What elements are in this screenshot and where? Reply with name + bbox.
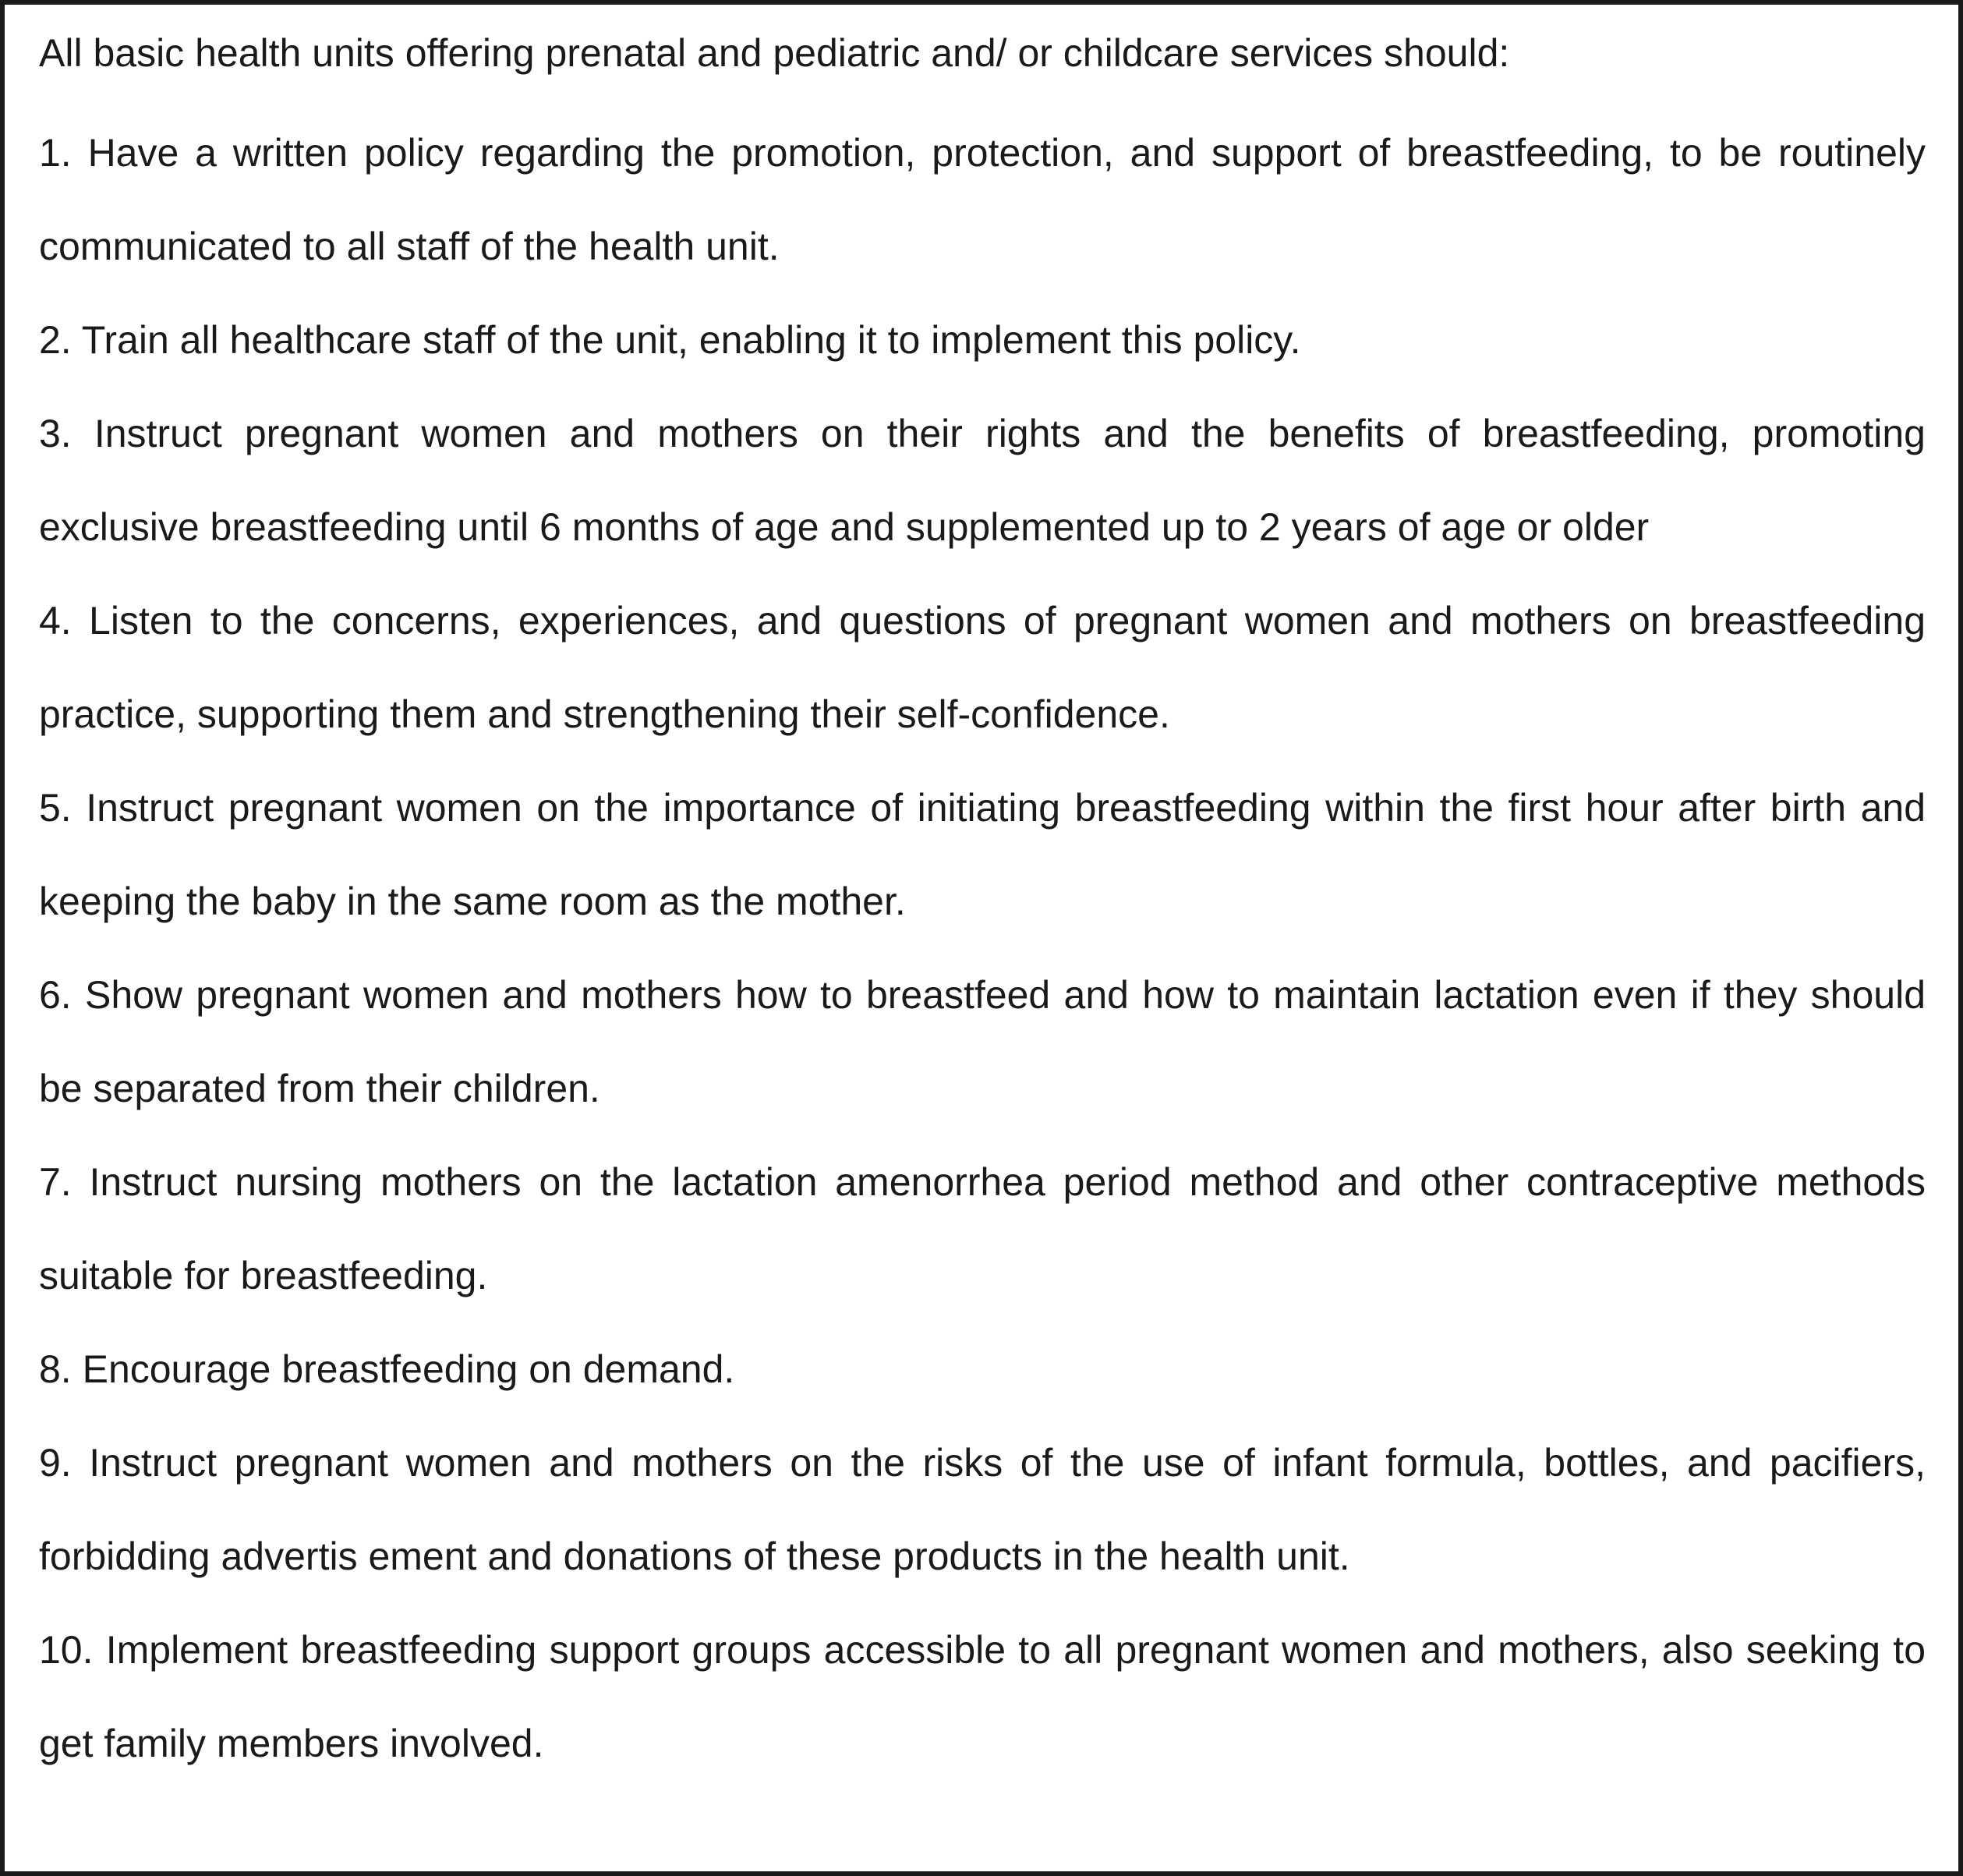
list-item-2: 2. Train all healthcare staff of the unit, enabling it to implement this policy. [39,318,1301,362]
list-item-4: 4. Listen to the concerns, experiences, and questions of pregnant women and mothers on breastfeeding practice, supporting them and strengthening their self-confidence. [39,599,1926,736]
intro-text: All basic health units offering prenatal and pediatric and/ or childcare services should: [39,31,1510,75]
list-item-7: 7. Instruct nursing mothers on the lactation amenorrhea period method and other contraceptive methods suitable for breastfeeding. [39,1160,1926,1297]
list-item-10: 10. Implement breastfeeding support groups accessible to all pregnant women and mothers, also seeking to get family members involved. [39,1628,1926,1765]
list-item-6: 6. Show pregnant women and mothers how to breastfeed and how to maintain lactation even if they should be separated from their children. [39,973,1926,1110]
list-item-3: 3. Instruct pregnant women and mothers on their rights and the benefits of breastfeeding, promoting exclusive breastfeeding until 6 months of age and supplemented up to 2 years of age or older [39,412,1926,549]
list-item-1: 1. Have a written policy regarding the promotion, protection, and support of breastfeeding, to be routinely communicated to all staff of the health unit. [39,131,1926,268]
list-item-9: 9. Instruct pregnant women and mothers on the risks of the use of infant formula, bottles, and pacifiers, forbidding advertis ement and donations of these products in the health unit. [39,1441,1926,1578]
list-item-5: 5. Instruct pregnant women on the importance of initiating breastfeeding within the first hour after birth and keeping the baby in the same room as the mother. [39,786,1926,923]
document-body [39,22,1926,1790]
list-item-8: 8. Encourage breastfeeding on demand. [39,1347,735,1391]
